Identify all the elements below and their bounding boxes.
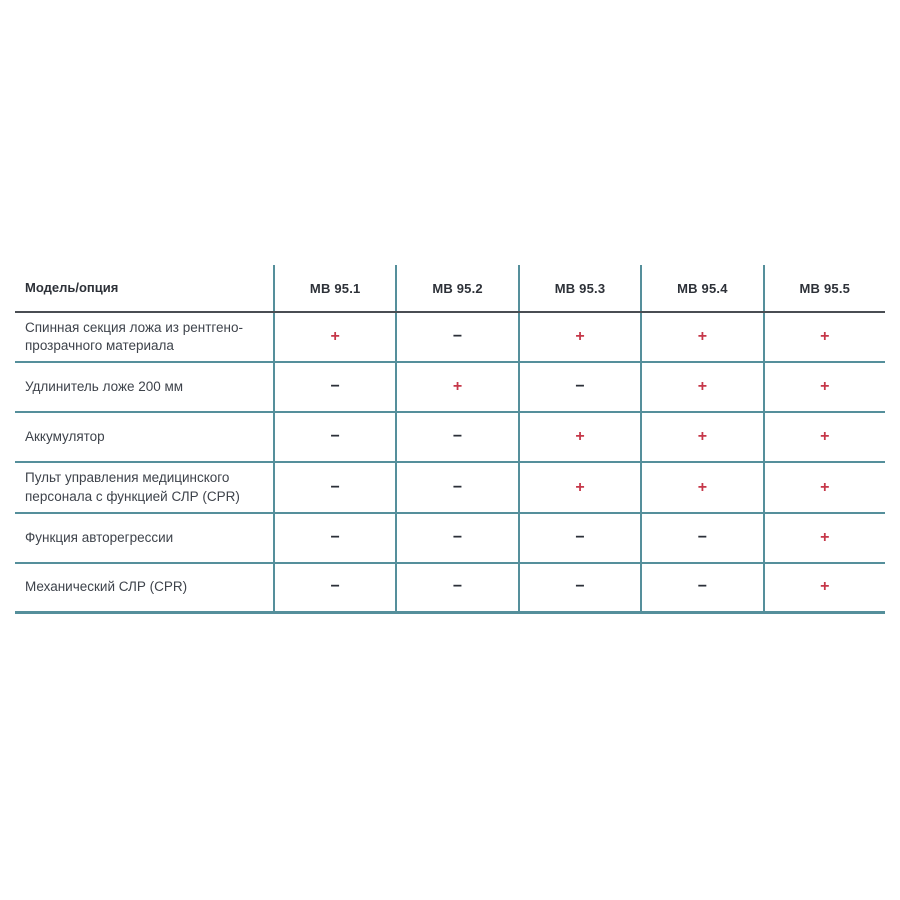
table-header-row — [15, 265, 885, 313]
option-cell — [273, 413, 395, 461]
option-cell — [395, 363, 517, 411]
cell-mark: − — [575, 578, 585, 596]
header-col-mb-95-5: МВ 95.5 — [763, 265, 885, 311]
cell-mark: − — [330, 428, 340, 446]
option-cell — [640, 413, 762, 461]
option-cell — [395, 413, 517, 461]
option-cell — [640, 463, 762, 511]
option-cell — [518, 514, 640, 562]
cell-mark: + — [820, 528, 830, 546]
cell-mark: + — [697, 378, 708, 396]
cell-mark: − — [697, 578, 708, 596]
cell-mark: + — [820, 428, 830, 446]
table-row — [15, 413, 885, 463]
cell-mark: + — [330, 328, 340, 346]
header-col-mb-95-4: МВ 95.4 — [640, 265, 762, 311]
cell-mark: + — [697, 328, 708, 346]
option-cell — [273, 564, 395, 611]
cell-mark: + — [820, 328, 830, 346]
cell-mark: − — [575, 528, 585, 546]
header-col-mb-95-1: МВ 95.1 — [273, 265, 395, 311]
option-cell — [395, 514, 517, 562]
header-model-option-label: Модель/опция — [25, 280, 119, 296]
table-row — [15, 564, 885, 614]
cell-mark: − — [697, 528, 708, 546]
cell-mark: − — [330, 478, 340, 496]
option-cell — [518, 313, 640, 361]
cell-mark: + — [697, 428, 708, 446]
option-cell — [273, 463, 395, 511]
row-label: Пульт управления медицинского персонала с функцией СЛР (CPR) — [25, 470, 240, 504]
option-cell — [763, 363, 885, 411]
option-cell — [395, 463, 517, 511]
header-col-mb-95-2: МВ 95.2 — [395, 265, 517, 311]
option-cell — [518, 564, 640, 611]
option-cell — [273, 363, 395, 411]
option-cell — [640, 313, 762, 361]
option-cell — [518, 413, 640, 461]
row-label: Спинная секция ложа из рентгено-прозрачного материала — [25, 320, 243, 354]
cell-mark: − — [452, 528, 463, 546]
cell-mark: − — [330, 378, 340, 396]
row-label: Механический СЛР (CPR) — [25, 579, 188, 595]
option-cell — [273, 514, 395, 562]
option-cell — [763, 413, 885, 461]
option-cell — [640, 363, 762, 411]
cell-mark: − — [452, 578, 463, 596]
option-cell — [763, 463, 885, 511]
cell-mark: + — [697, 478, 708, 496]
cell-mark: + — [575, 428, 585, 446]
cell-mark: + — [820, 478, 830, 496]
option-cell — [763, 313, 885, 361]
option-cell — [518, 363, 640, 411]
option-cell — [640, 514, 762, 562]
cell-mark: + — [820, 378, 830, 396]
model-options-table — [15, 265, 885, 614]
option-cell — [395, 564, 517, 611]
cell-mark: − — [575, 378, 585, 396]
option-cell — [395, 313, 517, 361]
table-row — [15, 363, 885, 413]
cell-mark: − — [452, 428, 463, 446]
option-cell — [640, 564, 762, 611]
cell-mark: − — [452, 328, 463, 346]
cell-mark: + — [452, 378, 463, 396]
table-row — [15, 463, 885, 513]
row-label: Функция авторегрессии — [25, 529, 174, 545]
option-cell — [763, 564, 885, 611]
cell-mark: − — [330, 528, 340, 546]
cell-mark: + — [575, 328, 585, 346]
cell-mark: + — [820, 578, 830, 596]
option-cell — [518, 463, 640, 511]
table-row — [15, 313, 885, 363]
option-cell — [273, 313, 395, 361]
row-label: Удлинитель ложе 200 мм — [25, 379, 184, 395]
header-col-mb-95-3: МВ 95.3 — [518, 265, 640, 311]
row-label: Аккумулятор — [25, 429, 105, 445]
option-cell — [763, 514, 885, 562]
table-row — [15, 514, 885, 564]
cell-mark: − — [330, 578, 340, 596]
cell-mark: − — [452, 478, 463, 496]
cell-mark: + — [575, 478, 585, 496]
